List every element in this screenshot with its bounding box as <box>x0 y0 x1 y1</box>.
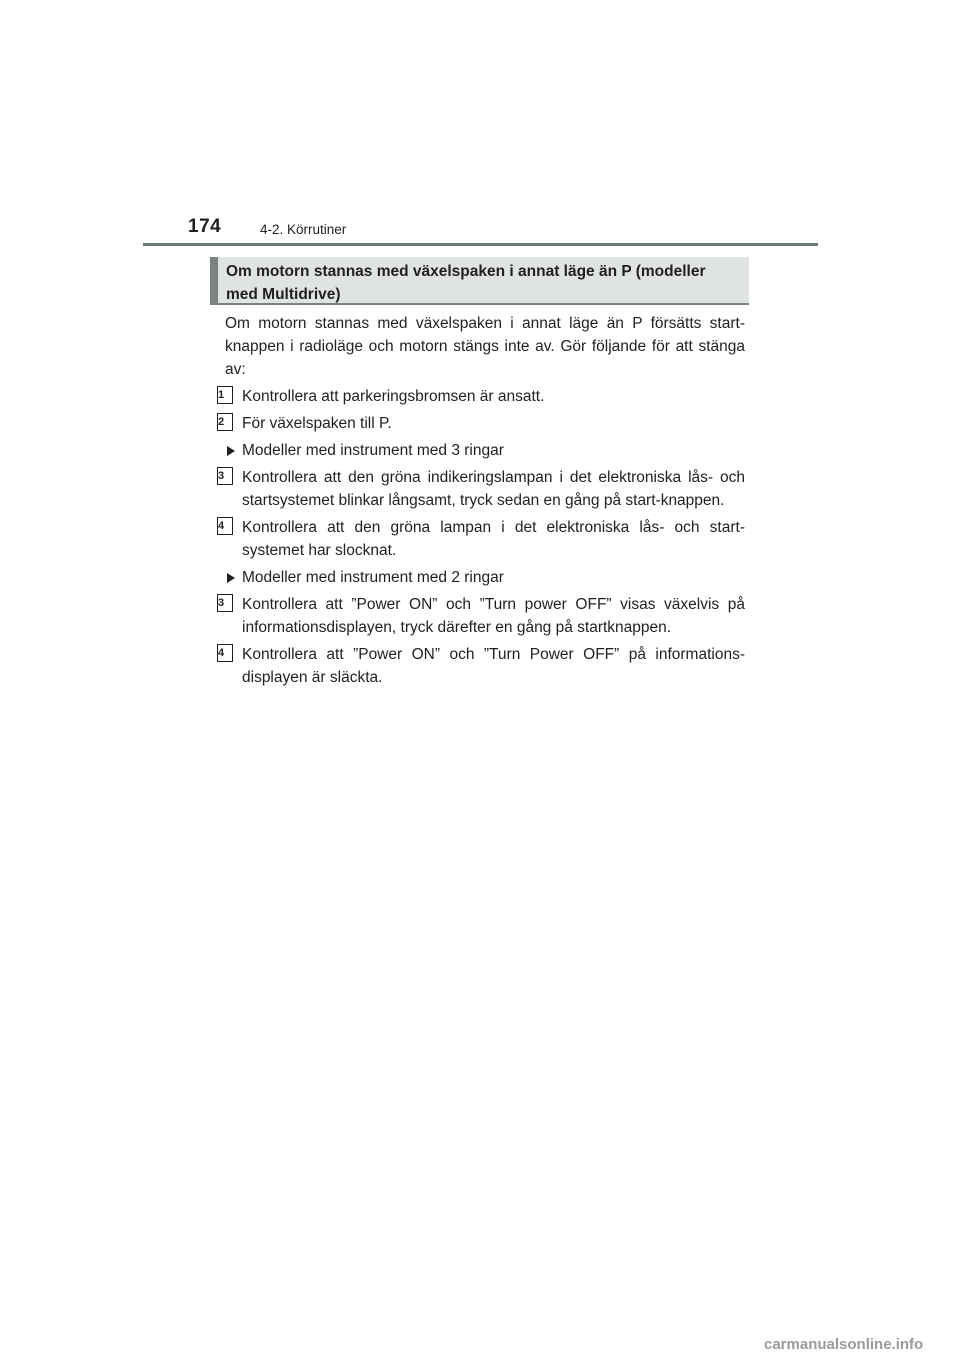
header-rule <box>143 243 818 246</box>
step-text: Kontrollera att den gröna indikeringslampan i det elektroniska lås- och startsystemet blinkar långsamt, tryck sedan en gång på start-knappen. <box>242 469 745 509</box>
intro-paragraph: Om motorn stannas med växelspaken i annat läge än P försätts start-knappen i radioläge och motorn stängs inte av. Gör följande för att stänga av: <box>225 315 745 378</box>
step-3-2rings <box>218 593 745 639</box>
step-text: Kontrollera att ”Power ON” och ”Turn Power OFF” på informations-displayen är släckta. <box>242 646 745 686</box>
step-number-badge: 4 <box>217 644 233 662</box>
subheading: Om motorn stannas med växelspaken i annat läge än P (modeller med Multidrive) <box>210 257 749 305</box>
step-number-badge: 2 <box>217 413 233 431</box>
step-number-badge: 3 <box>217 467 233 485</box>
step-text: Kontrollera att parkeringsbromsen är ansatt. <box>242 388 545 405</box>
triangle-bullet-icon <box>227 446 235 456</box>
step-1 <box>218 385 745 408</box>
variant-label: Modeller med instrument med 2 ringar <box>242 569 504 586</box>
variant-heading-3-rings <box>225 439 745 462</box>
step-number-badge: 4 <box>217 517 233 535</box>
body-content <box>218 312 745 689</box>
step-number-badge: 3 <box>217 594 233 612</box>
triangle-bullet-icon <box>227 573 235 583</box>
step-text: För växelspaken till P. <box>242 415 392 432</box>
step-text: Kontrollera att ”Power ON” och ”Turn power OFF” visas växelvis på informationsdisplayen, tryck därefter en gång på startknappen. <box>242 596 745 636</box>
variant-heading-2-rings <box>225 566 745 589</box>
step-text: Kontrollera att den gröna lampan i det elektroniska lås- och start-systemet har slocknat. <box>242 519 745 559</box>
step-2 <box>218 412 745 435</box>
section-title: 4-2. Körrutiner <box>260 222 347 237</box>
watermark: carmanualsonline.info <box>764 1336 924 1353</box>
step-4-2rings <box>218 643 745 689</box>
step-4-3rings <box>218 516 745 562</box>
step-3-3rings <box>218 466 745 512</box>
step-number-badge: 1 <box>217 386 233 404</box>
variant-label: Modeller med instrument med 3 ringar <box>242 442 504 459</box>
page-number: 174 <box>188 216 222 237</box>
